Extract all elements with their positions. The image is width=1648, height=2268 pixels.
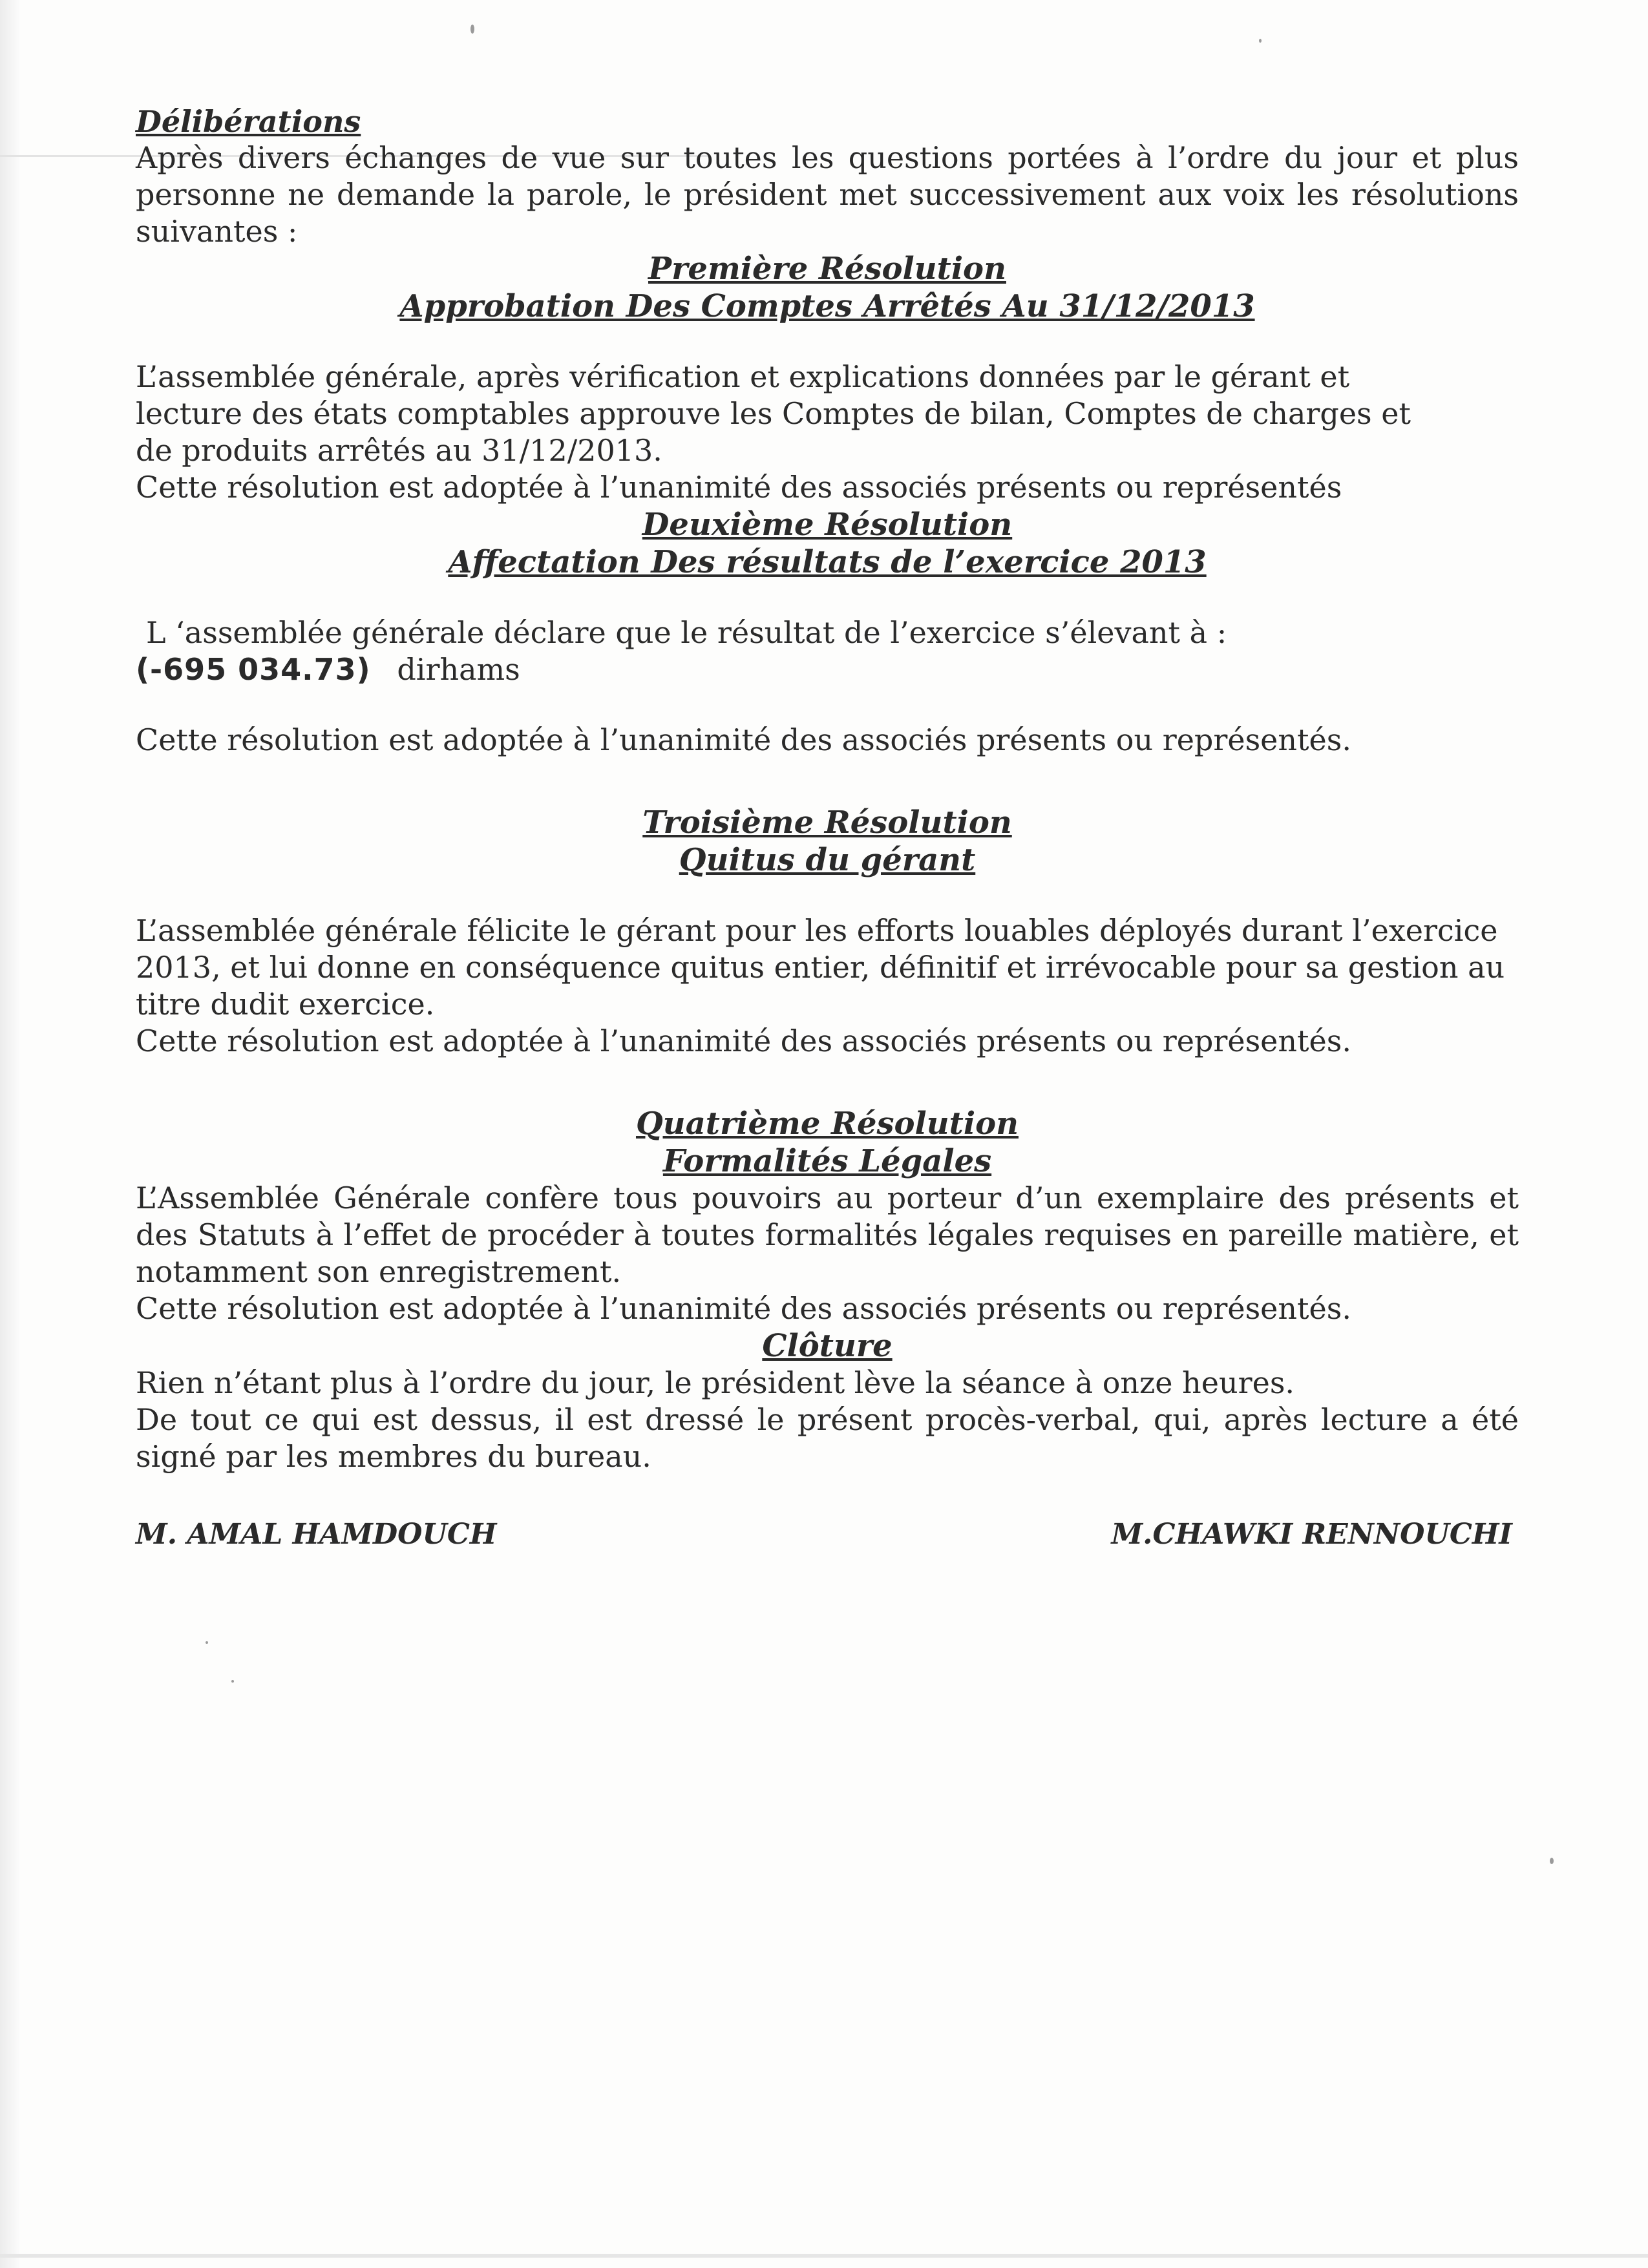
resolution-4-body: L’Assemblée Générale confère tous pouvoirs au porteur d’un exemplaire des présents et des Statuts à l’effet de procéder à toutes formalités légales requises en pareille matière, et notamment son enregistrement. bbox=[136, 1181, 1519, 1289]
signature-left-name: M. AMAL HAMDOUCH bbox=[136, 1518, 497, 1551]
resolution-4-title: Quatrième Résolution bbox=[635, 1106, 1019, 1142]
signature-right-name: M.CHAWKI RENNOUCHI bbox=[1111, 1518, 1512, 1551]
deliberations-paragraph: Après divers échanges de vue sur toutes les questions portées à l’ordre du jour et plus personne ne demande la parole, le président met successivement aux voix les résolutions suivantes : bbox=[136, 140, 1519, 249]
resolution-1-body: L’assemblée générale, après vérification et explications données par le gérant et lecture des états comptables approuve les Comptes de bilan, Comptes de charges et de produits arrêtés au 31/12/2013. bbox=[136, 359, 1411, 468]
closing-line-2: De tout ce qui est dessus, il est dressé le présent procès-verbal, qui, après lecture a été signé par les membres du bureau. bbox=[136, 1402, 1519, 1474]
result-amount: (-695 034.73) bbox=[136, 652, 371, 687]
scan-speck bbox=[1259, 39, 1262, 43]
resolution-4-subtitle: Formalités Légales bbox=[662, 1143, 992, 1179]
resolution-3-title: Troisième Résolution bbox=[642, 804, 1012, 841]
scan-edge-shadow bbox=[0, 0, 19, 2268]
closing-line-1: Rien n’étant plus à l’ordre du jour, le président lève la séance à onze heures. bbox=[136, 1365, 1295, 1400]
scan-speck bbox=[470, 25, 474, 34]
deliberations-heading: Délibérations bbox=[136, 104, 361, 139]
resolution-1-adoption: Cette résolution est adoptée à l’unanimité des associés présents ou représentés bbox=[136, 470, 1342, 505]
resolution-1-title: Première Résolution bbox=[648, 251, 1006, 287]
resolution-2-title: Deuxième Résolution bbox=[642, 507, 1013, 543]
scan-edge-bottom bbox=[0, 2254, 1648, 2258]
closing-title: Clôture bbox=[762, 1328, 893, 1364]
scan-speck bbox=[1550, 1858, 1554, 1864]
resolution-3-body: L’assemblée générale félicite le gérant pour les efforts louables déployés durant l’exercice 2013, et lui donne en conséquence quitus entier, définitif et irrévocable pour sa gestion au titre dudit exercice. bbox=[136, 913, 1505, 1022]
resolution-2-subtitle: Affectation Des résultats de l’exercice 2013 bbox=[448, 544, 1207, 580]
resolution-2-body: L ‘assemblée générale déclare que le résultat de l’exercice s’élevant à : bbox=[146, 615, 1227, 650]
resolution-2-amount-line bbox=[136, 651, 1519, 688]
resolution-4-adoption: Cette résolution est adoptée à l’unanimité des associés présents ou représentés. bbox=[136, 1291, 1351, 1326]
resolution-1-subtitle: Approbation Des Comptes Arrêtés Au 31/12/2013 bbox=[399, 288, 1255, 324]
resolution-3-subtitle: Quitus du gérant bbox=[679, 842, 976, 878]
signature-block bbox=[136, 1517, 1519, 1562]
scan-speck bbox=[206, 1641, 208, 1644]
document-body bbox=[136, 103, 1519, 1562]
resolution-3-adoption: Cette résolution est adoptée à l’unanimité des associés présents ou représentés. bbox=[136, 1024, 1351, 1058]
result-currency: dirhams bbox=[397, 652, 520, 687]
scan-speck bbox=[231, 1680, 234, 1683]
resolution-2-adoption: Cette résolution est adoptée à l’unanimité des associés présents ou représentés. bbox=[136, 722, 1351, 757]
